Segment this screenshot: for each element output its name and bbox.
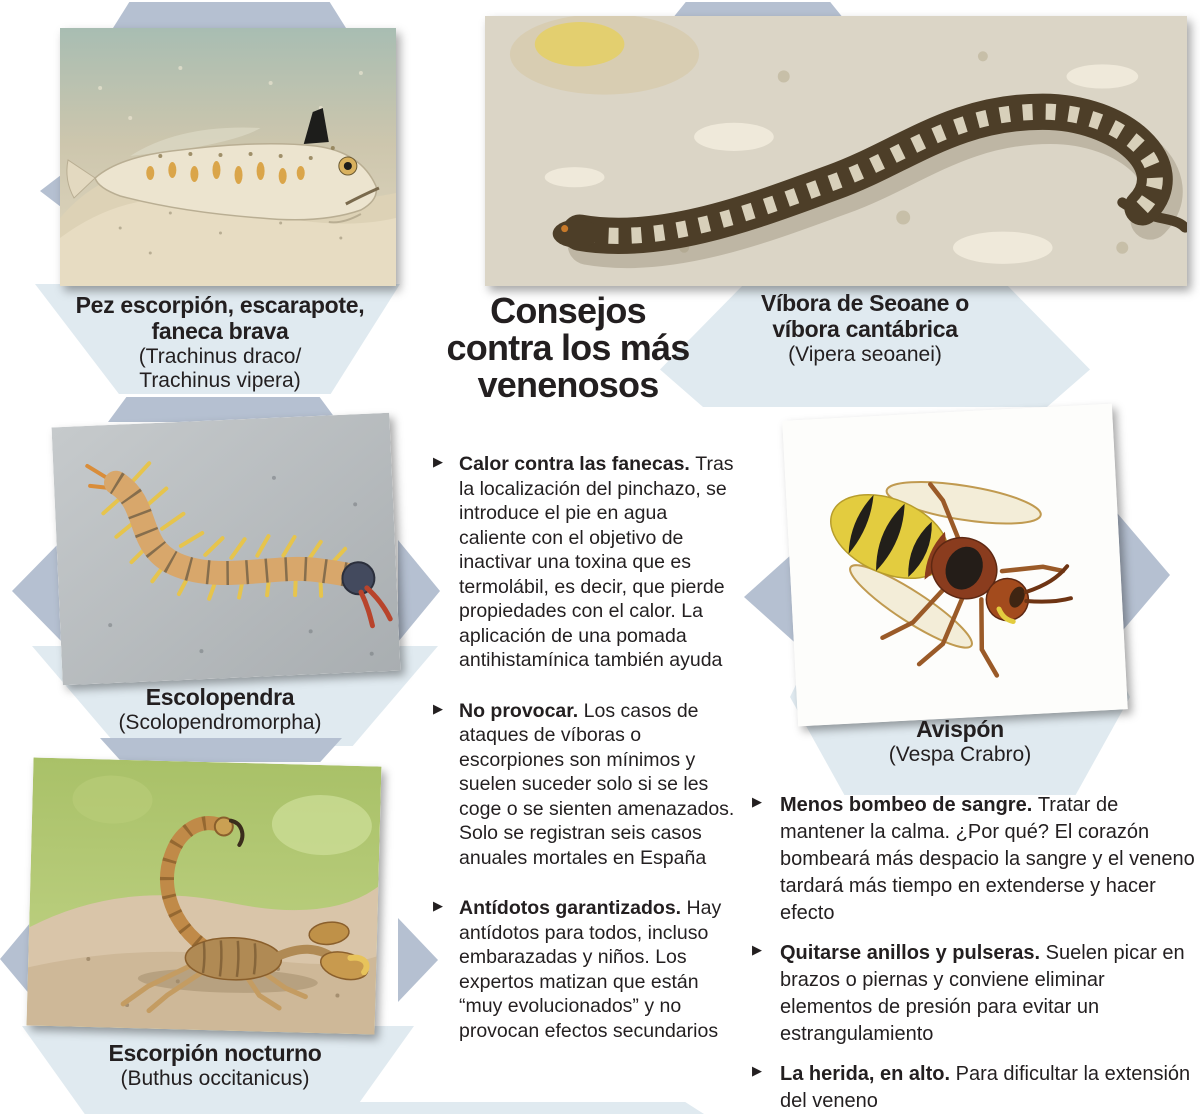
hexagon-top-decoration: [113, 2, 346, 28]
animal-name: Escorpión nocturno: [108, 1040, 322, 1066]
bullet-triangle-icon: ▶: [433, 454, 443, 469]
bullet-triangle-icon: ▶: [752, 794, 762, 809]
photo-centipede: [52, 413, 401, 685]
tip-quitarse-anillos: [752, 940, 1197, 1048]
tips-column-center: [433, 452, 735, 1069]
hornet-illustration: [782, 404, 1128, 727]
photo-scorpionfish: [60, 28, 396, 286]
hexagon-left-point: [12, 540, 62, 642]
tip-body: Suelen picar en brazos o piernas y conviene eliminar elementos de presión para evitar un estrangulamiento: [780, 942, 1185, 1045]
hexagon-right-point: [398, 918, 438, 1002]
caption-hornet: [810, 716, 1110, 767]
tip-lead: Antídotos garantizados.: [459, 897, 687, 919]
tip-body: Para dificultar la extensión del veneno: [780, 1063, 1191, 1112]
tip-body: Hay antídotos para todos, incluso embarazadas y niños. Los expertos matizan que están “muy evolucionados” y no provocan efectos secundarios: [459, 897, 722, 1042]
photo-viper: [485, 16, 1187, 286]
caption-scorpionfish: [45, 292, 395, 393]
tip-no-provocar: [433, 699, 735, 871]
scorpion-illustration: [27, 757, 382, 1034]
tip-body: Los casos de ataques de víboras o escorpiones son mínimos y suelen suceder solo si se les coge o se sienten amenazados. Solo se registran seis casos anuales mortales en España: [459, 699, 735, 869]
animal-scientific-name: (Buthus occitanicus): [120, 1067, 310, 1090]
title-line-3: venenosos: [477, 364, 659, 405]
centipede-illustration: [52, 413, 401, 685]
bullet-triangle-icon: ▶: [752, 942, 762, 957]
hexagon-top-decoration: [100, 738, 342, 762]
animal-scientific-name: (Trachinus draco/ Trachinus vipera): [138, 345, 302, 392]
animal-scientific-name: (Vespa Crabro): [888, 743, 1032, 766]
title-line-1: Consejos: [490, 290, 646, 331]
tip-lead: La herida, en alto.: [780, 1063, 956, 1085]
tip-body: Tras la localización del pinchazo, se introduce el pie en agua caliente con el objetivo de inactivar una toxina que es termolábil, es decir, que pierde propiedades con el calor. La aplicación de una pomada antihistamínica también ayuda: [459, 453, 734, 671]
title-line-2: contra los más: [446, 327, 690, 368]
tip-lead: Menos bombeo de sangre.: [780, 794, 1038, 816]
animal-name: Escolopendra: [145, 684, 295, 710]
tip-herida-en-alto: [752, 1061, 1197, 1114]
bullet-triangle-icon: ▶: [752, 1063, 762, 1078]
tip-lead: Calor contra las fanecas.: [459, 453, 696, 475]
tip-lead: No provocar.: [459, 699, 584, 722]
tip-antidotos: [433, 896, 735, 1043]
tip-menos-bombeo: [752, 792, 1197, 927]
caption-scorpion: [55, 1040, 375, 1091]
tip-body: Tratar de mantener la calma. ¿Por qué? El corazón bombeará más despacio la sangre y el veneno tardará más tiempo en extenderse y hacer efecto: [780, 794, 1195, 924]
hexagon-bottom-decoration: [328, 1102, 704, 1114]
bullet-triangle-icon: ▶: [433, 700, 443, 716]
photo-scorpion: [27, 757, 382, 1034]
viper-illustration: [485, 16, 1187, 286]
photo-hornet: [782, 404, 1128, 727]
animal-name: Avispón: [916, 716, 1004, 742]
animal-name: Víbora de Seoane o víbora cantábrica: [760, 290, 970, 342]
page-title: [403, 292, 733, 403]
animal-name: Pez escorpión, escarapote, faneca brava: [75, 292, 365, 344]
animal-scientific-name: (Scolopendromorpha): [118, 711, 322, 734]
caption-viper: [730, 290, 1000, 367]
bullet-triangle-icon: ▶: [433, 898, 443, 913]
tip-lead: Quitarse anillos y pulseras.: [780, 942, 1046, 964]
caption-centipede: [60, 684, 380, 735]
tip-calor-fanecas: [433, 452, 735, 673]
tips-column-right: [752, 792, 1197, 1114]
scorpionfish-illustration: [60, 28, 396, 286]
animal-scientific-name: (Vipera seoanei): [788, 343, 942, 366]
